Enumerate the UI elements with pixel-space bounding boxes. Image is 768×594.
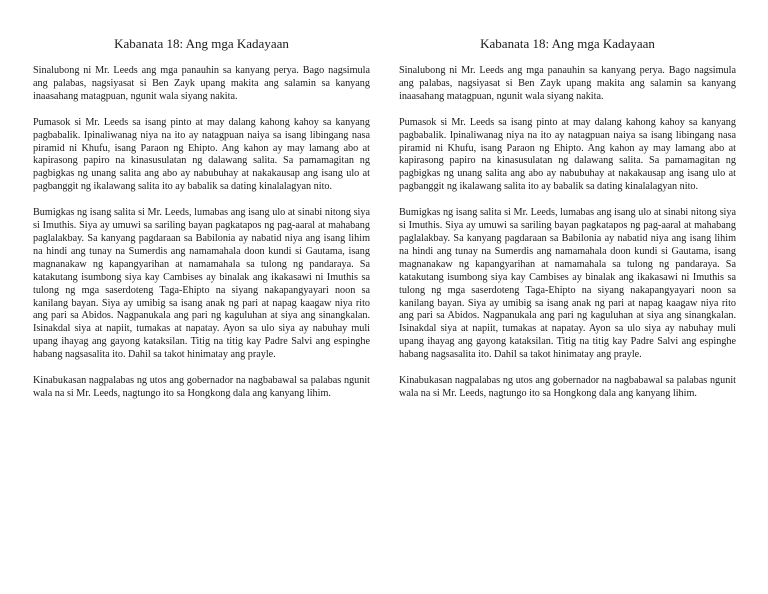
chapter-title: Kabanata 18: Ang mga Kadayaan — [114, 36, 289, 51]
paragraph: Sinalubong ni Mr. Leeds ang mga panauhin sa kanyang perya. Bago nagsimula ang palabas, nagsiyasat si Ben Zayk upang makita ang salamin sa kanyang inaasahang matagpuan, ngunit wala siyang nakita. — [33, 65, 370, 102]
paragraph: Kinabukasan nagpalabas ng utos ang gobernador na nagbabawal sa palabas ngunit wala na si Mr. Leeds, nagtungo ito sa Hongkong dala ang kanyang lihim. — [399, 375, 736, 399]
left-page — [33, 36, 370, 414]
paragraph: Kinabukasan nagpalabas ng utos ang gobernador na nagbabawal sa palabas ngunit wala na si Mr. Leeds, nagtungo ito sa Hongkong dala ang kanyang lihim. — [33, 375, 370, 399]
right-page — [399, 36, 736, 414]
paragraph: Pumasok si Mr. Leeds sa isang pinto at may dalang kahong kahoy sa kanyang pagbabalik. Ipinaliwanag niya na ito ay natagpuan naiya sa isang libingang nasa piramid ni Khufu, isang Paraon ng Ehipto. Ang kahon ay may lamang abo at kapirasong papiro na kinasusulatan ng dalawang salita. Sa pamamagitan ng pagbigkas ng unang salita ang abo ay nabubuhay at nakakausap ang isang ulo at pagbanggit ng ikalawang salita ito ay babalik sa dating kinalalagyan nito. — [399, 116, 736, 193]
chapter-title: Kabanata 18: Ang mga Kadayaan — [480, 36, 655, 51]
paragraph: Sinalubong ni Mr. Leeds ang mga panauhin sa kanyang perya. Bago nagsimula ang palabas, nagsiyasat si Ben Zayk upang makita ang salamin sa kanyang inaasahang matagpuan, ngunit wala siyang nakita. — [399, 65, 736, 102]
paragraph: Pumasok si Mr. Leeds sa isang pinto at may dalang kahong kahoy sa kanyang pagbabalik. Ipinaliwanag niya na ito ay natagpuan naiya sa isang libingang nasa piramid ni Khufu, isang Paraon ng Ehipto. Ang kahon ay may lamang abo at kapirasong papiro na kinasusulatan ng dalawang salita. Sa pamamagitan ng pagbigkas ng unang salita ang abo ay nabubuhay at nakakausap ang isang ulo at pagbanggit ng ikalawang salita ito ay babalik sa dating kinalalagyan nito. — [33, 116, 370, 193]
paragraph: Bumigkas ng isang salita si Mr. Leeds, lumabas ang isang ulo at sinabi nitong siya si Imuthis. Siya ay umuwi sa sariling bayan pagkatapos ng pag-aaral at mahabang paglalakbay. Sa kanyang pagdaraan sa Babilonia ay nabatid niya ang isang lihim na hindi ang tunay na Sumerdis ang namamahala doon kundi si Gautama, isang magnanakaw ng kapangyarihan at namamahala sa tulong ng pandaraya. Sa katakutang isumbong siya kay Cambises ay binalak ang ikakasawi ni Imuthis sa tulong ng mga saserdoteng Taga-Ehipto na siyang nakapangyayari noon sa kanilang bayan. Siya ay umibig sa isang anak ng pari at napag kaagaw niya rito ang pari sa Abidos. Nagpanukala ang pari ng kaguluhan at siya ang sinangkalan. Isinakdal siya at napiit, tumakas at napatay. Ayon sa ulo siya ay nabuhay muli upang ihayag ang gayong kataksilan. Titig na titig kay Padre Salvi ang espinghe habang nagsasalita ito. Dahil sa takot hinimatay ang prayle. — [399, 207, 736, 361]
paragraph: Bumigkas ng isang salita si Mr. Leeds, lumabas ang isang ulo at sinabi nitong siya si Imuthis. Siya ay umuwi sa sariling bayan pagkatapos ng pag-aaral at mahabang paglalakbay. Sa kanyang pagdaraan sa Babilonia ay nabatid niya ang isang lihim na hindi ang tunay na Sumerdis ang namamahala doon kundi si Gautama, isang magnanakaw ng kapangyarihan at namamahala sa tulong ng pandaraya. Sa katakutang isumbong siya kay Cambises ay binalak ang ikakasawi ni Imuthis sa tulong ng mga saserdoteng Taga-Ehipto na siyang nakapangyayari noon sa kanilang bayan. Siya ay umibig sa isang anak ng pari at napag kaagaw niya rito ang pari sa Abidos. Nagpanukala ang pari ng kaguluhan at siya ang sinangkalan. Isinakdal siya at napiit, tumakas at napatay. Ayon sa ulo siya ay nabuhay muli upang ihayag ang gayong kataksilan. Titig na titig kay Padre Salvi ang espinghe habang nagsasalita ito. Dahil sa takot hinimatay ang prayle. — [33, 207, 370, 361]
